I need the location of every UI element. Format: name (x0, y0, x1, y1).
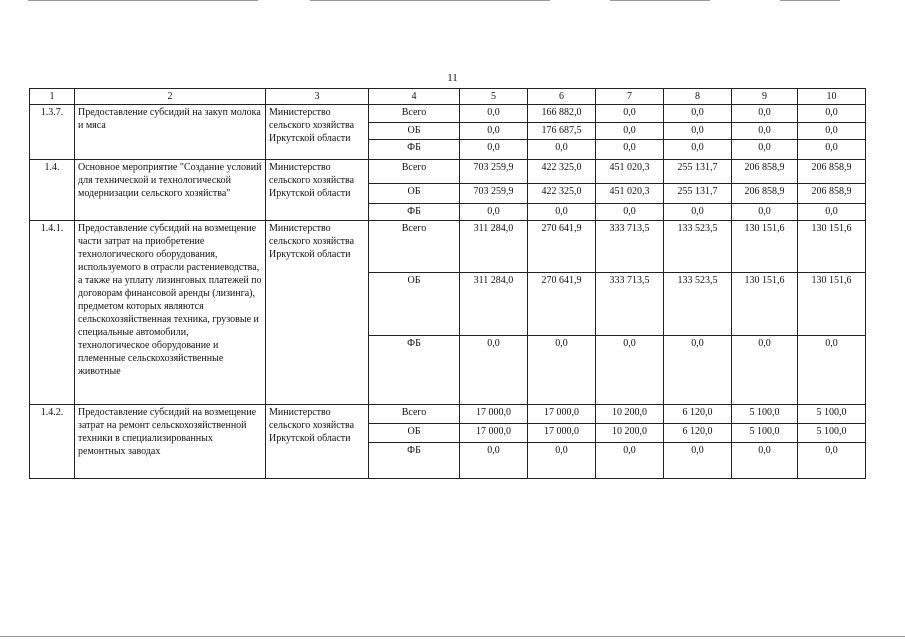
value-cell: 0,0 (664, 204, 732, 221)
value-cell: 451 020,3 (596, 160, 664, 184)
budget-table (29, 88, 866, 479)
value-cell: 0,0 (732, 140, 798, 160)
value-cell: 703 259,9 (460, 184, 528, 204)
value-cell: 17 000,0 (460, 424, 528, 443)
scan-edge-line (610, 0, 710, 1)
value-cell: 133 523,5 (664, 221, 732, 273)
value-cell: 0,0 (460, 140, 528, 160)
row-name: Предоставление субсидий на закуп молока и мяса (75, 105, 266, 160)
value-cell: 0,0 (664, 443, 732, 479)
value-cell: 0,0 (664, 105, 732, 123)
table-row (30, 405, 866, 424)
value-cell: 311 284,0 (460, 273, 528, 336)
value-cell: 0,0 (798, 443, 866, 479)
row-executor: Министерство сельского хозяйства Иркутской области (266, 105, 369, 160)
value-cell: 0,0 (528, 336, 596, 405)
funding-source: Всего (369, 405, 460, 424)
table-row (30, 160, 866, 184)
value-cell: 703 259,9 (460, 160, 528, 184)
funding-source: ФБ (369, 336, 460, 405)
header-cell: 4 (369, 89, 460, 105)
funding-source: ФБ (369, 443, 460, 479)
value-cell: 206 858,9 (798, 184, 866, 204)
header-cell: 9 (732, 89, 798, 105)
value-cell: 206 858,9 (732, 160, 798, 184)
header-row (30, 89, 866, 105)
value-cell: 130 151,6 (798, 221, 866, 273)
value-cell: 17 000,0 (528, 424, 596, 443)
value-cell: 270 641,9 (528, 221, 596, 273)
header-cell: 6 (528, 89, 596, 105)
value-cell: 0,0 (732, 443, 798, 479)
funding-source: Всего (369, 160, 460, 184)
scan-edge-line (0, 636, 905, 637)
value-cell: 206 858,9 (732, 184, 798, 204)
value-cell: 17 000,0 (460, 405, 528, 424)
value-cell: 206 858,9 (798, 160, 866, 184)
value-cell: 0,0 (460, 204, 528, 221)
value-cell: 333 713,5 (596, 221, 664, 273)
header-cell: 2 (75, 89, 266, 105)
value-cell: 0,0 (798, 336, 866, 405)
value-cell: 10 200,0 (596, 424, 664, 443)
value-cell: 130 151,6 (732, 221, 798, 273)
value-cell: 0,0 (664, 123, 732, 140)
header-cell: 8 (664, 89, 732, 105)
value-cell: 0,0 (798, 105, 866, 123)
value-cell: 0,0 (460, 105, 528, 123)
value-cell: 0,0 (528, 443, 596, 479)
funding-source: ОБ (369, 184, 460, 204)
table-row (30, 105, 866, 123)
row-code: 1.3.7. (30, 105, 75, 160)
value-cell: 255 131,7 (664, 160, 732, 184)
value-cell: 422 325,0 (528, 184, 596, 204)
value-cell: 0,0 (798, 123, 866, 140)
value-cell: 0,0 (460, 123, 528, 140)
value-cell: 10 200,0 (596, 405, 664, 424)
value-cell: 0,0 (528, 204, 596, 221)
value-cell: 0,0 (732, 336, 798, 405)
value-cell: 0,0 (798, 204, 866, 221)
funding-source: ОБ (369, 424, 460, 443)
scan-edge-line (780, 0, 840, 1)
header-cell: 10 (798, 89, 866, 105)
value-cell: 270 641,9 (528, 273, 596, 336)
row-name: Основное мероприятие "Создание условий для технической и технологической модернизации сельского хозяйства" (75, 160, 266, 221)
scan-edge-line (310, 0, 550, 1)
funding-source: ФБ (369, 140, 460, 160)
value-cell: 0,0 (732, 204, 798, 221)
value-cell: 0,0 (596, 204, 664, 221)
value-cell: 166 882,0 (528, 105, 596, 123)
value-cell: 0,0 (596, 105, 664, 123)
table-row (30, 221, 866, 273)
row-code: 1.4.2. (30, 405, 75, 479)
row-code: 1.4.1. (30, 221, 75, 405)
header-cell: 5 (460, 89, 528, 105)
funding-source: ФБ (369, 204, 460, 221)
value-cell: 451 020,3 (596, 184, 664, 204)
value-cell: 0,0 (596, 336, 664, 405)
value-cell: 0,0 (664, 336, 732, 405)
value-cell: 0,0 (596, 123, 664, 140)
value-cell: 0,0 (732, 123, 798, 140)
value-cell: 333 713,5 (596, 273, 664, 336)
value-cell: 0,0 (528, 140, 596, 160)
value-cell: 311 284,0 (460, 221, 528, 273)
value-cell: 130 151,6 (732, 273, 798, 336)
row-executor: Министерство сельского хозяйства Иркутской области (266, 405, 369, 479)
value-cell: 17 000,0 (528, 405, 596, 424)
header-cell: 3 (266, 89, 369, 105)
funding-source: Всего (369, 105, 460, 123)
row-code: 1.4. (30, 160, 75, 221)
funding-source: ОБ (369, 273, 460, 336)
value-cell: 5 100,0 (732, 405, 798, 424)
value-cell: 5 100,0 (732, 424, 798, 443)
value-cell: 0,0 (596, 140, 664, 160)
header-cell: 1 (30, 89, 75, 105)
row-name: Предоставление субсидий на возмещение части затрат на приобретение технологического оборудования, используемого в отрасли растениеводства, а также на уплату лизинговых платежей по договорам финансовой аренды (лизинга), предметом которых являются сельскохозяйственная техника, грузовые и специальные автомобили, технологическое оборудование и племенные сельскохозяйственные животные (75, 221, 266, 405)
row-executor: Министерство сельского хозяйства Иркутской области (266, 160, 369, 221)
value-cell: 0,0 (596, 443, 664, 479)
value-cell: 0,0 (798, 140, 866, 160)
value-cell: 0,0 (732, 105, 798, 123)
funding-source: ОБ (369, 123, 460, 140)
value-cell: 5 100,0 (798, 424, 866, 443)
value-cell: 130 151,6 (798, 273, 866, 336)
row-name: Предоставление субсидий на возмещение затрат на ремонт сельскохозяйственной техники в специализированных ремонтных заводах (75, 405, 266, 479)
value-cell: 0,0 (460, 443, 528, 479)
funding-source: Всего (369, 221, 460, 273)
page-number: 11 (447, 72, 458, 84)
value-cell: 6 120,0 (664, 424, 732, 443)
value-cell: 133 523,5 (664, 273, 732, 336)
value-cell: 0,0 (664, 140, 732, 160)
value-cell: 5 100,0 (798, 405, 866, 424)
row-executor: Министерство сельского хозяйства Иркутской области (266, 221, 369, 405)
value-cell: 255 131,7 (664, 184, 732, 204)
value-cell: 422 325,0 (528, 160, 596, 184)
scan-edge-line (28, 0, 258, 1)
value-cell: 176 687,5 (528, 123, 596, 140)
value-cell: 0,0 (460, 336, 528, 405)
header-cell: 7 (596, 89, 664, 105)
value-cell: 6 120,0 (664, 405, 732, 424)
